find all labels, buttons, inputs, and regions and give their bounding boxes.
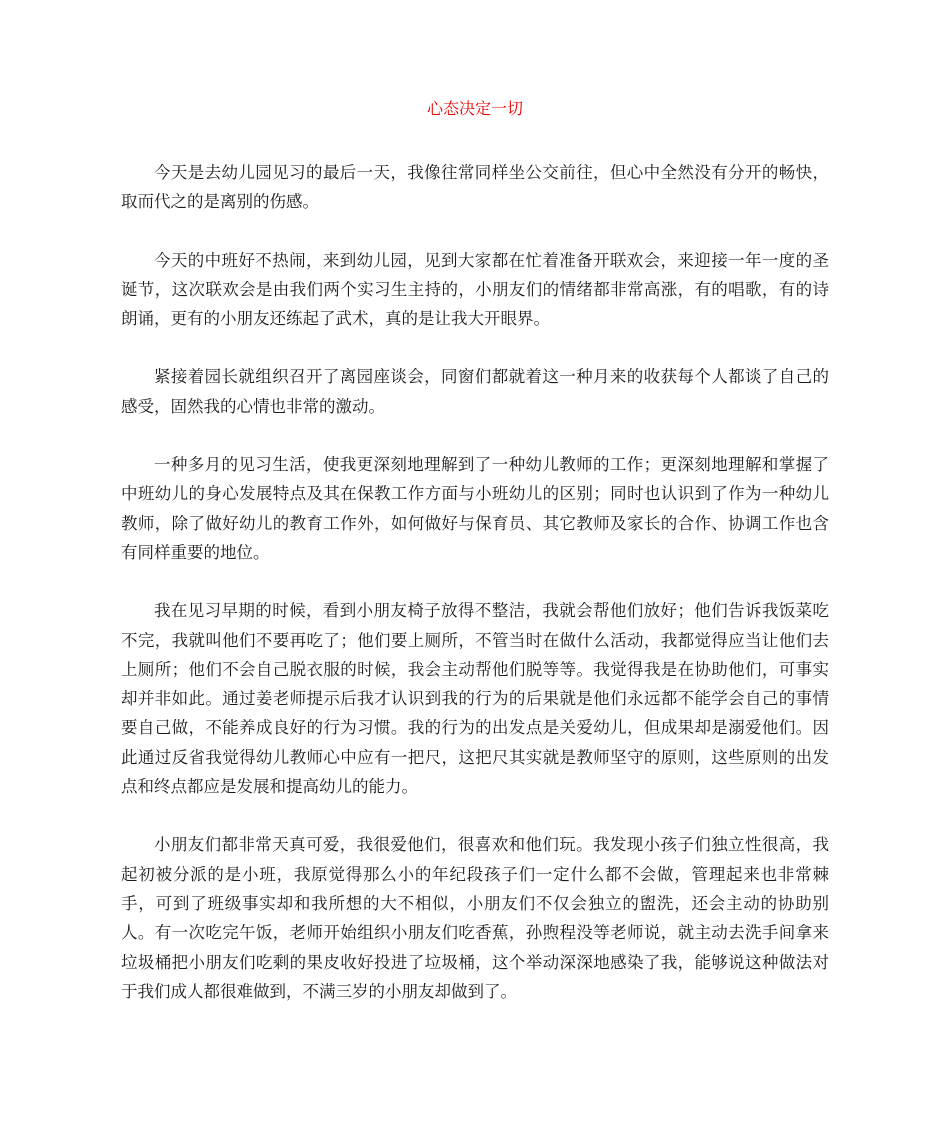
paragraph-4: 一种多月的见习生活，使我更深刻地理解到了一种幼儿教师的工作；更深刻地理解和掌握了中班幼儿的身心发展特点及其在保教工作方面与小班幼儿的区别；同时也认识到了作为一种幼儿教师，除了做好幼儿的教育工作外，如何做好与保育员、其它教师及家长的合作、协调工作也含有同样重要的地位。 bbox=[121, 455, 829, 562]
paragraph-5: 我在见习早期的时候，看到小朋友椅子放得不整洁，我就会帮他们放好；他们告诉我饭菜吃不完，我就叫他们不要再吃了；他们要上厕所，不管当时在做什么活动，我都觉得应当让他们去上厕所；他们不会自己脱衣服的时候，我会主动帮他们脱等等。我觉得我是在协助他们，可事实却并非如此。通过姜老师提示后我才认识到我的行为的后果就是他们永远都不能学会自己的事情要自己做，不能养成良好的行为习惯。我的行为的出发点是关爱幼儿，但成果却是溺爱他们。因此通过反省我觉得幼儿教师心中应有一把尺，这把尺其实就是教师坚守的原则，这些原则的出发点和终点都应是发展和提高幼儿的能力。 bbox=[121, 601, 829, 797]
document-body bbox=[121, 158, 829, 1035]
paragraph-6: 小朋友们都非常天真可爱，我很爱他们，很喜欢和他们玩。我发现小孩子们独立性很高，我起初被分派的是小班，我原觉得那么小的年纪段孩子们一定什么都不会做，管理起来也非常棘手，可到了班级事实却和我所想的大不相似，小朋友们不仅会独立的盥洗，还会主动的协助别人。有一次吃完午饭，老师开始组织小朋友们吃香蕉，孙煦程没等老师说，就主动去洗手间拿来垃圾桶把小朋友们吃剩的果皮收好投进了垃圾桶，这个举动深深地感染了我，能够说这种做法对于我们成人都很难做到，不满三岁的小朋友却做到了。 bbox=[121, 835, 829, 1001]
paragraph-3: 紧接着园长就组织召开了离园座谈会，同窗们都就着这一种月来的收获每个人都谈了自己的感受，固然我的心情也非常的激动。 bbox=[121, 367, 829, 416]
document-title: 心态决定一切 bbox=[426, 99, 523, 118]
paragraph-1: 今天是去幼儿园见习的最后一天，我像往常同样坐公交前往，但心中全然没有分开的畅快，取而代之的是离别的伤感。 bbox=[121, 163, 829, 212]
paragraph-2: 今天的中班好不热闹，来到幼儿园，见到大家都在忙着准备开联欢会，来迎接一年一度的圣诞节，这次联欢会是由我们两个实习生主持的，小朋友们的情绪都非常高涨，有的唱歌，有的诗朗诵，更有的小朋友还练起了武术，真的是让我大开眼界。 bbox=[121, 250, 829, 329]
